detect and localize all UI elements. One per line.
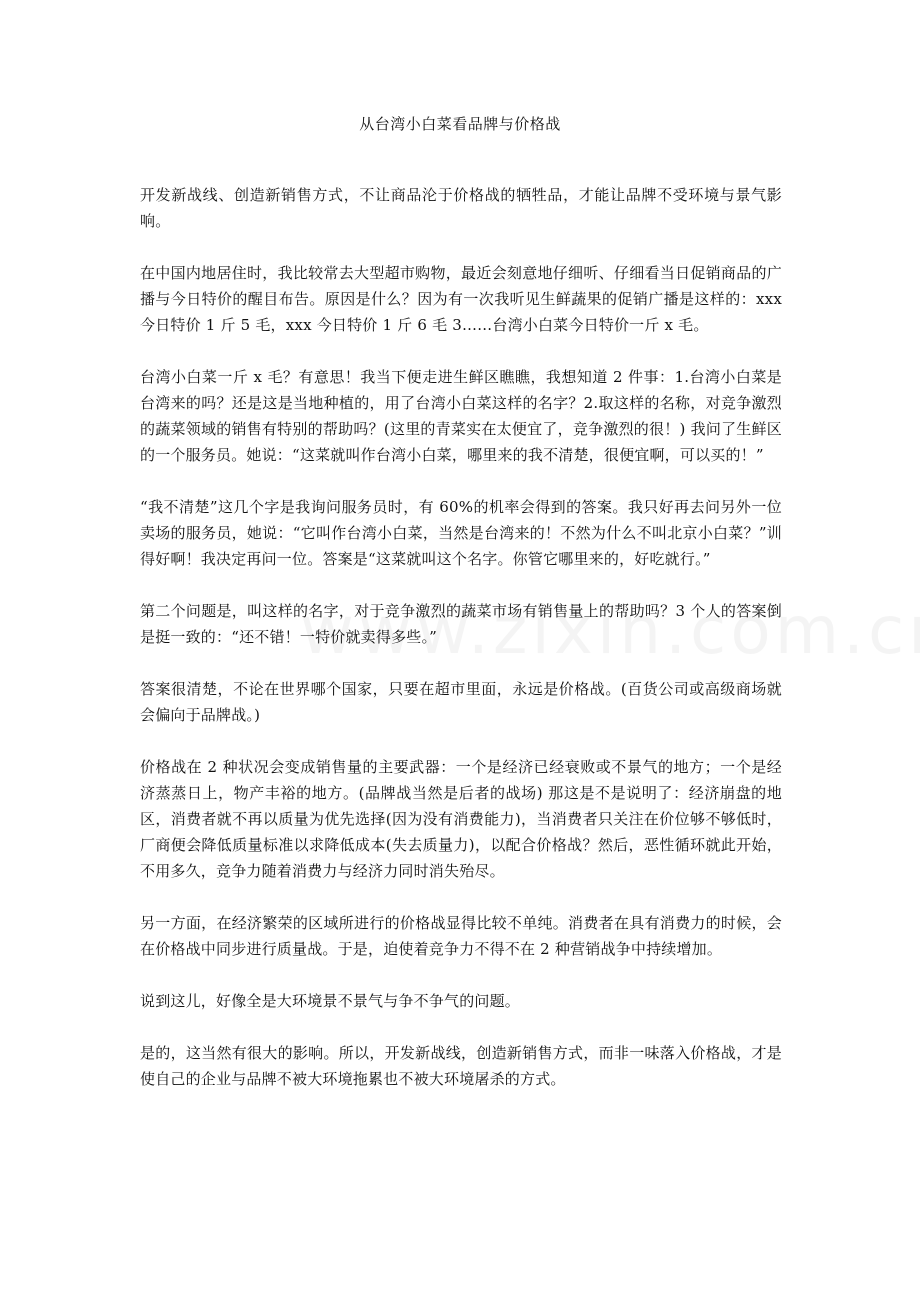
paragraph-2: 在中国内地居住时，我比较常去大型超市购物，最近会刻意地仔细听、仔细看当日促销商品的广播与今日特价的醒目布告。原因是什么？因为有一次我听见生鲜蔬果的促销广播是这样的：xxx 今日特价 1 斤 5 毛，xxx 今日特价 1 斤 6 毛 3……台湾小白菜今日特价一斤 x 毛。 — [140, 264, 782, 334]
paragraph-5: 第二个问题是，叫这样的名字，对于竞争激烈的蔬菜市场有销售量上的帮助吗？3 个人的答案倒是挺一致的：“还不错！一特价就卖得多些。” — [140, 602, 782, 646]
paragraph-8: 另一方面，在经济繁荣的区域所进行的价格战显得比较不单纯。消费者在具有消费力的时候，会在价格战中同步进行质量战。于是，迫使着竞争力不得不在 2 种营销战争中持续增加。 — [140, 914, 782, 958]
paragraph-3: 台湾小白菜一斤 x 毛？有意思！我当下便走进生鲜区瞧瞧，我想知道 2 件事：1.台湾小白菜是台湾来的吗？还是这是当地种植的，用了台湾小白菜这样的名字？2.取这样的名称，对竞争激烈的蔬菜领域的销售有特别的帮助吗？(这里的青菜实在太便宜了，竞争激烈的很！) 我问了生鲜区的一个服务员。她说：“这菜就叫作台湾小白菜，哪里来的我不清楚，很便宜啊，可以买的！” — [140, 368, 782, 464]
paragraph-1: 开发新战线、创造新销售方式，不让商品沦于价格战的牺牲品，才能让品牌不受环境与景气影响。 — [140, 186, 782, 230]
document-body — [140, 182, 782, 1118]
paragraph-6: 答案很清楚，不论在世界哪个国家，只要在超市里面，永远是价格战。(百货公司或高级商场就会偏向于品牌战。) — [140, 680, 782, 724]
paragraph-7: 价格战在 2 种状况会变成销售量的主要武器：一个是经济已经衰败或不景气的地方；一个是经济蒸蒸日上，物产丰裕的地方。(品牌战当然是后者的战场) 那这是不是说明了：经济崩盘的地区，消费者就不再以质量为优先选择(因为没有消费能力)，当消费者只关注在价位够不够低时，厂商便会降低质量标准以求降低成本(失去质量力)，以配合价格战？然后，恶性循环就此开始，不用多久，竞争力随着消费力与经济力同时消失殆尽。 — [140, 758, 782, 880]
paragraph-9: 说到这儿，好像全是大环境景不景气与争不争气的问题。 — [140, 992, 521, 1010]
document-title: 从台湾小白菜看品牌与价格战 — [359, 115, 561, 133]
paragraph-4: “我不清楚”这几个字是我询问服务员时，有 60%的机率会得到的答案。我只好再去问另外一位卖场的服务员，她说：“它叫作台湾小白菜，当然是台湾来的！不然为什么不叫北京小白菜？”训得好啊！我决定再问一位。答案是“这菜就叫这个名字。你管它哪里来的，好吃就行。” — [140, 498, 782, 568]
paragraph-10: 是的，这当然有很大的影响。所以，开发新战线，创造新销售方式，而非一味落入价格战，才是使自己的企业与品牌不被大环境拖累也不被大环境屠杀的方式。 — [140, 1044, 782, 1088]
